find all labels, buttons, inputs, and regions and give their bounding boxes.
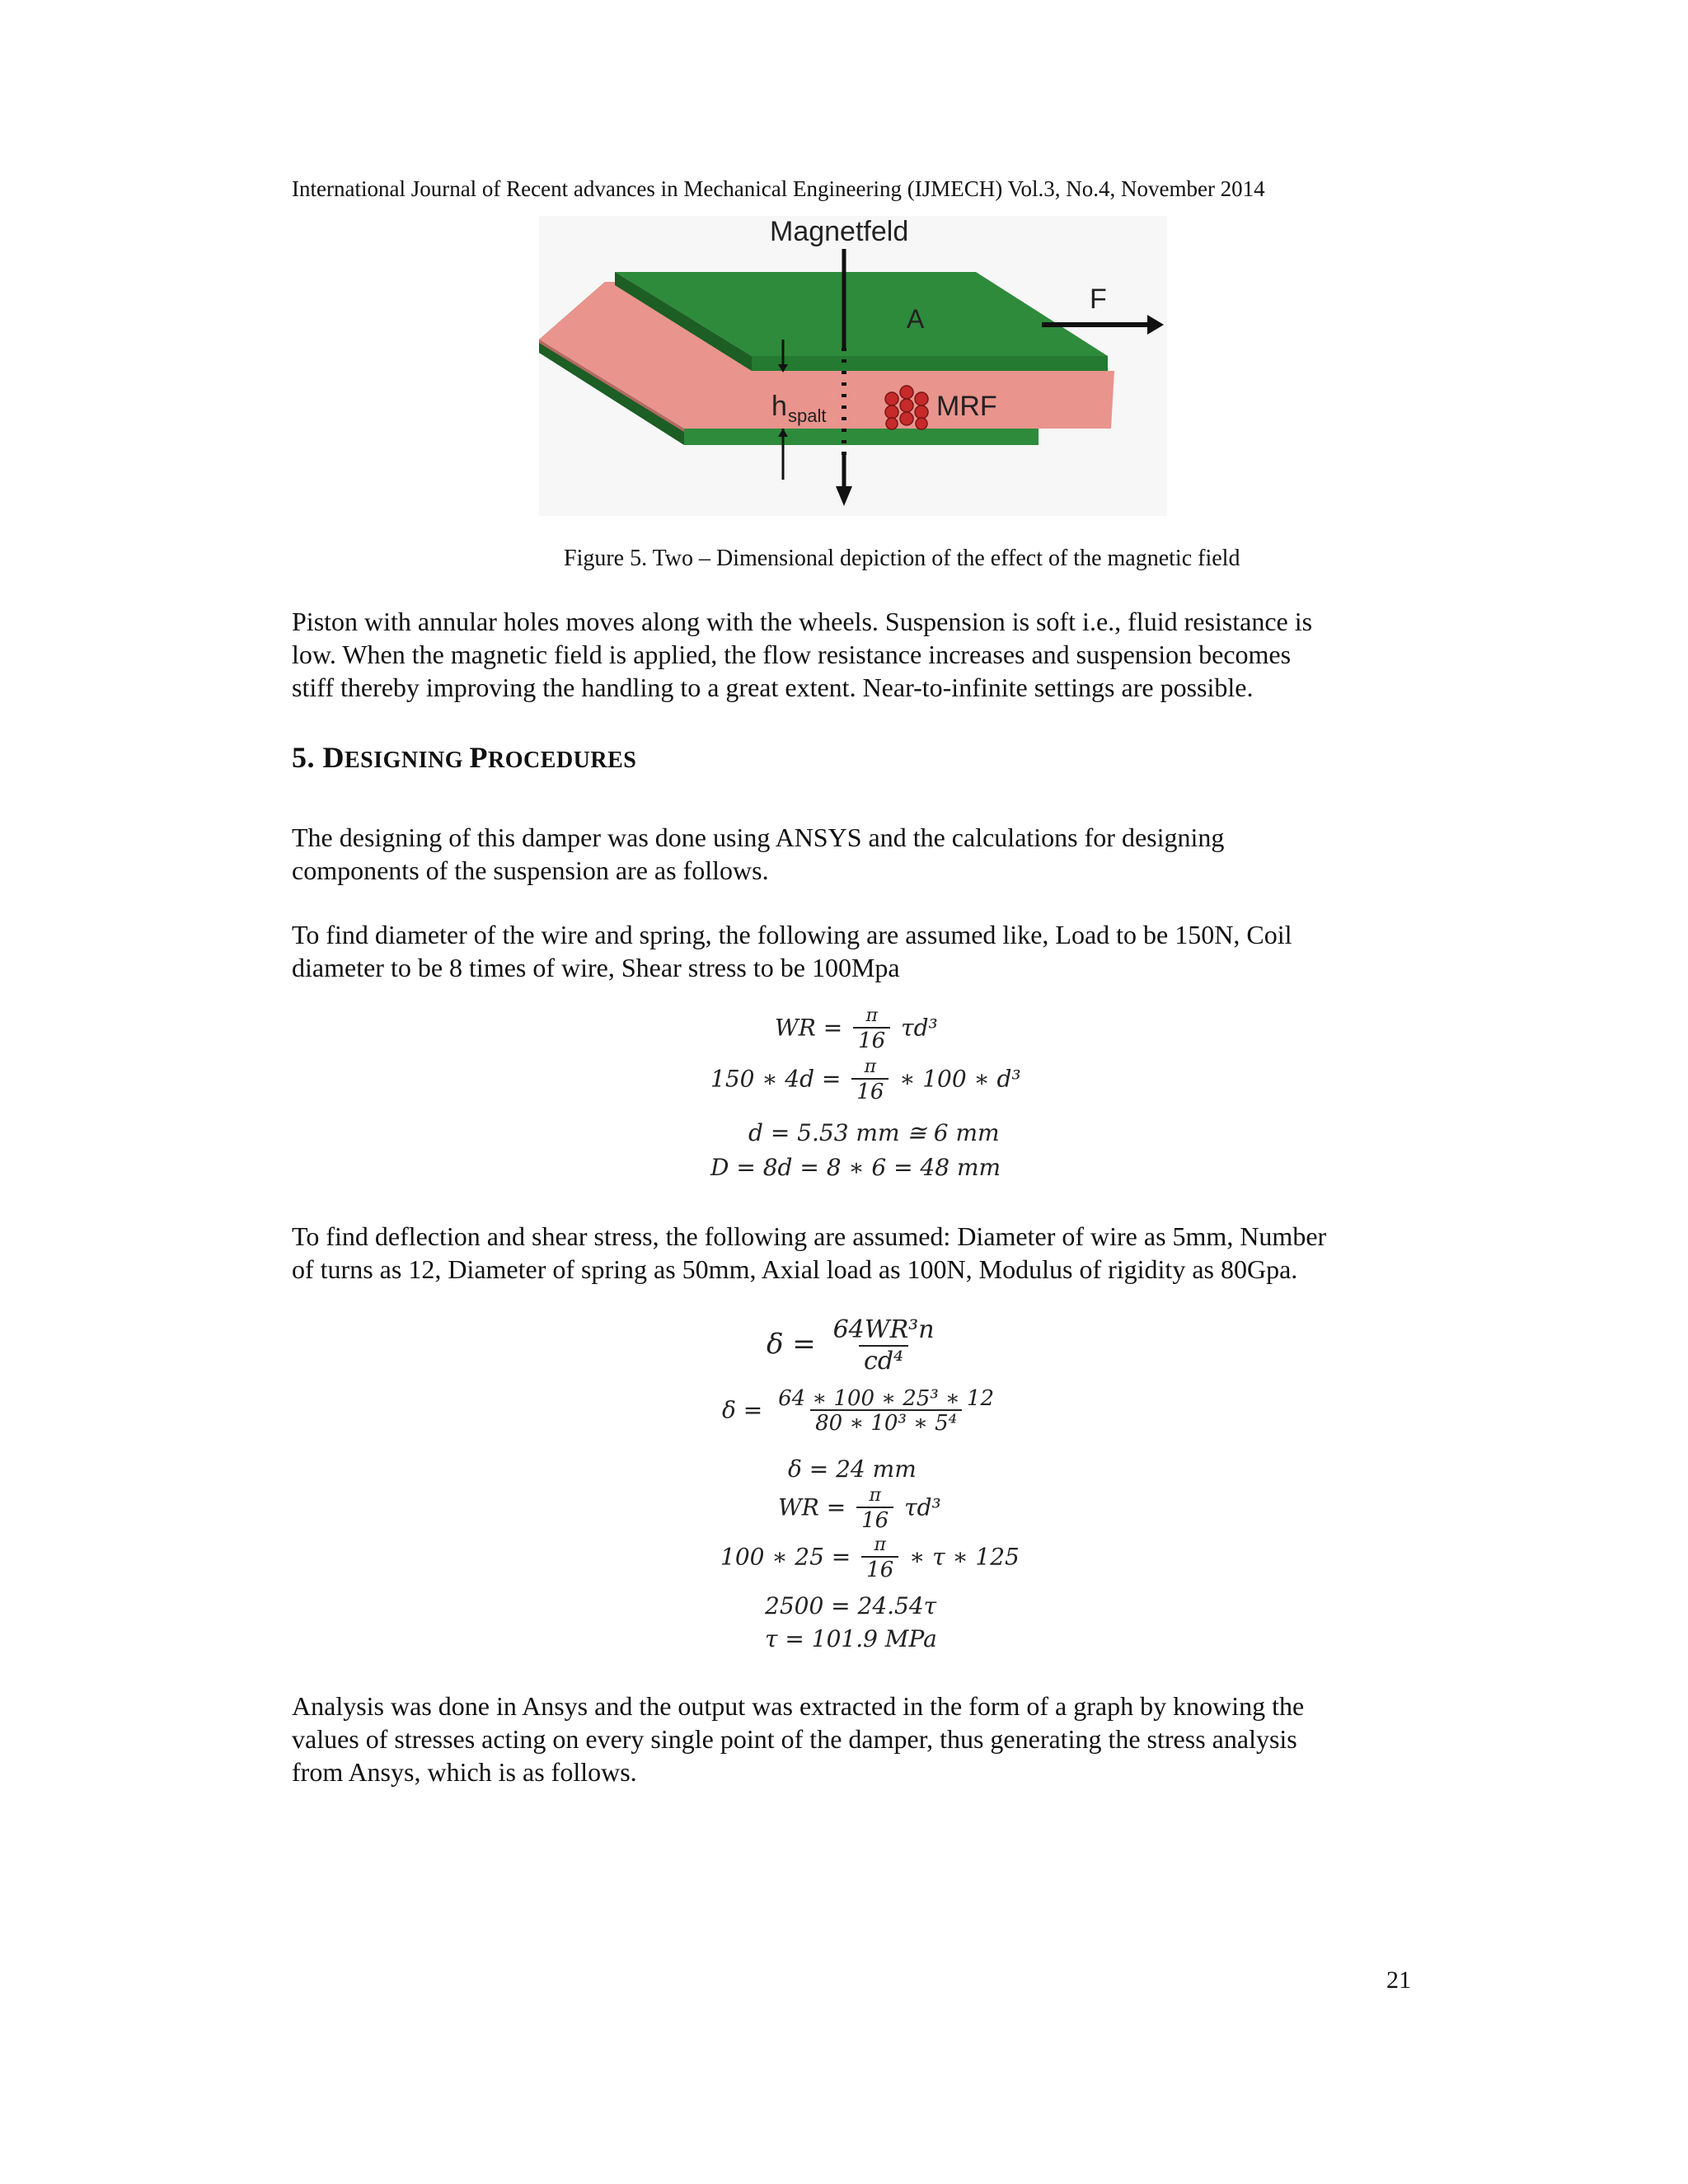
paragraph-piston <box>292 605 1414 704</box>
running-header: International Journal of Recent advances in Mechanical Engineering (IJMECH) Vol.3, No.4, November 2014 <box>292 176 1265 201</box>
text-line: from Ansys, which is as follows. <box>292 1757 637 1787</box>
label-area: A <box>907 304 925 334</box>
text-line: To find deflection and shear stress, the following are assumed: Diameter of wire as 5mm, Number <box>292 1221 1327 1251</box>
label-mrf: MRF <box>936 391 997 422</box>
text-line: components of the suspension are as follows. <box>292 855 769 885</box>
page-number: 21 <box>1386 1966 1411 1994</box>
paragraph-ansys-analysis <box>292 1690 1414 1788</box>
text-line: Piston with annular holes moves along with the wheels. Suspension is soft i.e., fluid resistance is <box>292 607 1313 636</box>
equation-1: WR = $\frac{\pi}{16}$ τd³ <box>775 1005 938 1053</box>
section-number: 5. <box>292 741 323 774</box>
heading-rest: ROCEDURES <box>488 748 637 773</box>
section-heading <box>292 740 636 775</box>
label-spalt: spalt <box>788 405 827 426</box>
text-line: stiff thereby improving the handling to a great extent. Near-to-infinite settings are possible. <box>292 673 1254 702</box>
text-line: low. When the magnetic field is applied, the flow resistance increases and suspension becomes <box>292 640 1292 669</box>
equation-stress-step: 2500 = 24.54τ <box>765 1592 937 1619</box>
heading-initial: P <box>469 741 489 774</box>
paragraph-deflection-assumptions <box>292 1220 1414 1286</box>
figure-magnetic-field-diagram <box>539 216 1167 516</box>
equation-deflection-result: δ = 24 mm <box>788 1455 917 1483</box>
figure-svg <box>539 216 1167 516</box>
mrf-particles <box>885 386 928 429</box>
figure-caption: Figure 5. Two – Dimensional depiction of the effect of the magnetic field <box>564 546 1240 571</box>
paragraph-ansys-intro <box>292 821 1414 887</box>
equation-stress-result: τ = 101.9 MPa <box>765 1625 937 1652</box>
text-line: The designing of this damper was done using ANSYS and the calculations for designing <box>292 823 1225 852</box>
equation-4: D = 8d = 8 ∗ 6 = 48 mm <box>710 1154 1001 1181</box>
equation-3: d = 5.53 mm ≅ 6 mm <box>748 1119 1000 1146</box>
equation-2: 150 ∗ 4d = $\frac{\pi}{16}$ ∗ 100 ∗ d³ <box>710 1057 1021 1104</box>
text-line: of turns as 12, Diameter of spring as 50mm, Axial load as 100N, Modulus of rigidity as 80Gpa. <box>292 1254 1298 1284</box>
paragraph-wire-assumptions <box>292 918 1414 984</box>
equations-deflection-stress <box>684 1315 1030 1661</box>
equations-wire-diameter <box>684 1005 1021 1187</box>
text-line: diameter to be 8 times of wire, Shear stress to be 100Mpa <box>292 953 900 982</box>
top-plate-front <box>752 356 1108 371</box>
text-line: Analysis was done in Ansys and the output was extracted in the form of a graph by knowing the <box>292 1691 1305 1721</box>
label-magnetfeld: Magnetfeld <box>770 216 909 247</box>
equation-deflection-formula: δ = $\frac{\text{64WR³n}}{\text{cd⁴}}$ <box>767 1315 935 1376</box>
text-line: To find diameter of the wire and spring, the following are assumed like, Load to be 150N, Coil <box>292 920 1292 949</box>
text-line: values of stresses acting on every single point of the damper, thus generating the stress analysis <box>292 1724 1297 1754</box>
label-h: h <box>771 391 787 422</box>
heading-initial: D <box>322 741 345 774</box>
heading-rest: ESIGNING <box>345 748 470 773</box>
equation-torque: WR = $\frac{\pi}{16}$ τd³ <box>778 1485 941 1533</box>
equation-deflection-values: δ = $\frac{\text{64 ∗ 100 ∗ 25³ ∗ 12}}{\text{80 ∗ 10³ ∗ 5⁴}}$ <box>722 1386 995 1436</box>
bottom-plate-front <box>684 429 1039 445</box>
equation-torque-values: 100 ∗ 25 = $\frac{\pi}{16}$ ∗ τ ∗ 125 <box>720 1535 1020 1582</box>
label-force: F <box>1090 284 1107 315</box>
